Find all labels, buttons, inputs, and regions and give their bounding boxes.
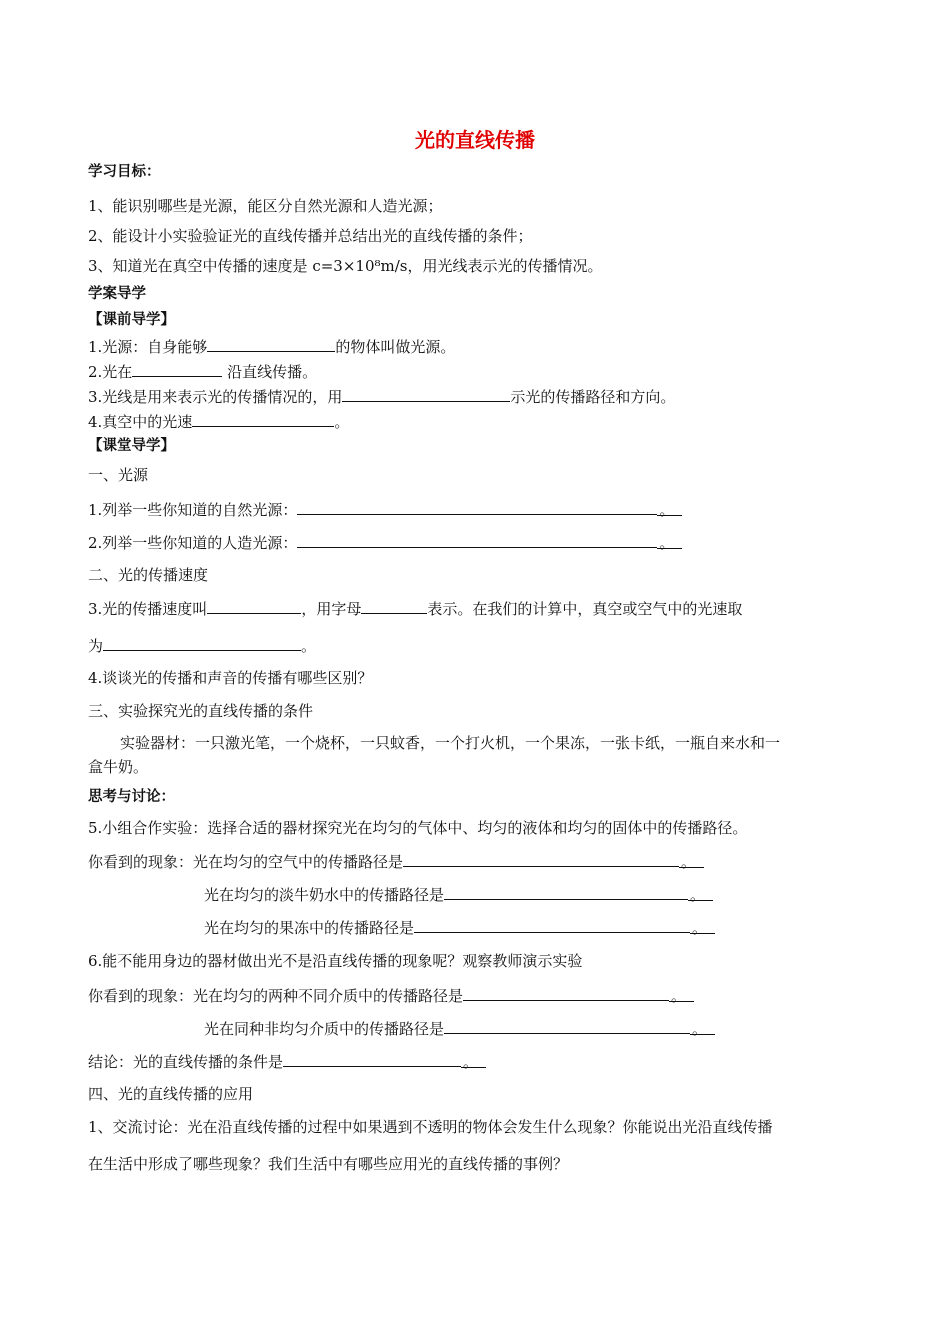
answer-blank[interactable] bbox=[297, 499, 657, 515]
s3-q5: 5.小组合作实验：选择合适的器材探究光在均匀的气体中、均匀的液体和均匀的固体中的传播路径。 bbox=[88, 819, 748, 837]
answer-blank[interactable] bbox=[361, 598, 427, 614]
page-title: 光的直线传播 bbox=[415, 128, 535, 152]
answer-blank[interactable] bbox=[207, 336, 335, 352]
s2-q4: 4.谈谈光的传播和声音的传播有哪些区别？ bbox=[88, 669, 373, 687]
section1-heading: 一、光源 bbox=[88, 466, 149, 484]
s2-q3: 3.光的传播速度叫 ，用字母 表示。在我们的计算中，真空或空气中的光速取 bbox=[88, 600, 743, 618]
section4-heading: 四、光的直线传播的应用 bbox=[88, 1085, 254, 1103]
answer-blank[interactable] bbox=[403, 851, 679, 867]
s1-q1: 1.列举一些你知道的自然光源： 。 bbox=[88, 499, 682, 520]
answer-blank[interactable] bbox=[414, 917, 690, 933]
q6-nonuniform: 光在同种非均匀介质中的传播路径是 。 bbox=[204, 1018, 715, 1039]
s3-q6: 6.能不能用身边的器材做出光不是沿直线传播的现象呢？观察教师演示实验 bbox=[88, 952, 583, 970]
answer-blank[interactable] bbox=[444, 1018, 690, 1034]
s4-para-1: 1、交流讨论：光在沿直线传播的过程中如果遇到不透明的物体会发生什么现象？你能说出光沿直线传播 bbox=[88, 1118, 773, 1136]
objectives-heading: 学习目标： bbox=[88, 164, 161, 180]
s1-q2: 2.列举一些你知道的人造光源： 。 bbox=[88, 532, 682, 553]
answer-blank[interactable] bbox=[297, 532, 657, 548]
objective-1: 1、能识别哪些是光源，能区分自然光源和人造光源； bbox=[88, 197, 443, 215]
objective-3: 3、知道光在真空中传播的速度是 c=3×10⁸m/s，用光线表示光的传播情况。 bbox=[88, 257, 603, 275]
answer-blank[interactable] bbox=[103, 635, 301, 651]
q5-milk: 光在均匀的淡牛奶水中的传播路径是 。 bbox=[204, 884, 713, 905]
materials-line-1: 实验器材：一只激光笔，一个烧杯，一只蚊香，一个打火机，一个果冻，一张卡纸，一瓶自来水和一 bbox=[120, 734, 781, 752]
conclusion: 结论：光的直线传播的条件是 。 bbox=[88, 1051, 486, 1072]
objective-2: 2、能设计小实验验证光的直线传播并总结出光的直线传播的条件； bbox=[88, 227, 533, 245]
answer-blank[interactable] bbox=[207, 598, 301, 614]
materials-line-2: 盒牛奶。 bbox=[88, 758, 149, 776]
q6-two-media: 你看到的现象：光在均匀的两种不同介质中的传播路径是 。 bbox=[88, 985, 694, 1006]
pre-q3: 3.光线是用来表示光的传播情况的，用 示光的传播路径和方向。 bbox=[88, 388, 676, 406]
q5-jelly: 光在均匀的果冻中的传播路径是 。 bbox=[204, 917, 715, 938]
pre-q1: 1.光源：自身能够 的物体叫做光源。 bbox=[88, 338, 456, 356]
answer-blank[interactable] bbox=[283, 1051, 461, 1067]
answer-blank[interactable] bbox=[342, 386, 510, 402]
answer-blank[interactable] bbox=[463, 985, 669, 1001]
pre-q4: 4.真空中的光速 。 bbox=[88, 413, 350, 431]
in-class-heading: 【课堂导学】 bbox=[88, 438, 175, 454]
answer-blank[interactable] bbox=[444, 884, 688, 900]
q5-air: 你看到的现象：光在均匀的空气中的传播路径是 。 bbox=[88, 851, 704, 872]
s4-para-2: 在生活中形成了哪些现象？我们生活中有哪些应用光的直线传播的事例？ bbox=[88, 1155, 569, 1173]
pre-q2: 2.光在 沿直线传播。 bbox=[88, 363, 318, 381]
answer-blank[interactable] bbox=[192, 411, 334, 427]
section3-heading: 三、实验探究光的直线传播的条件 bbox=[88, 702, 314, 720]
section2-heading: 二、光的传播速度 bbox=[88, 566, 209, 584]
guide-heading: 学案导学 bbox=[88, 286, 146, 302]
answer-blank[interactable] bbox=[132, 361, 222, 377]
pre-class-heading: 【课前导学】 bbox=[88, 312, 175, 328]
discuss-heading: 思考与讨论： bbox=[88, 789, 175, 805]
s2-q3-cont: 为 。 bbox=[88, 637, 317, 655]
